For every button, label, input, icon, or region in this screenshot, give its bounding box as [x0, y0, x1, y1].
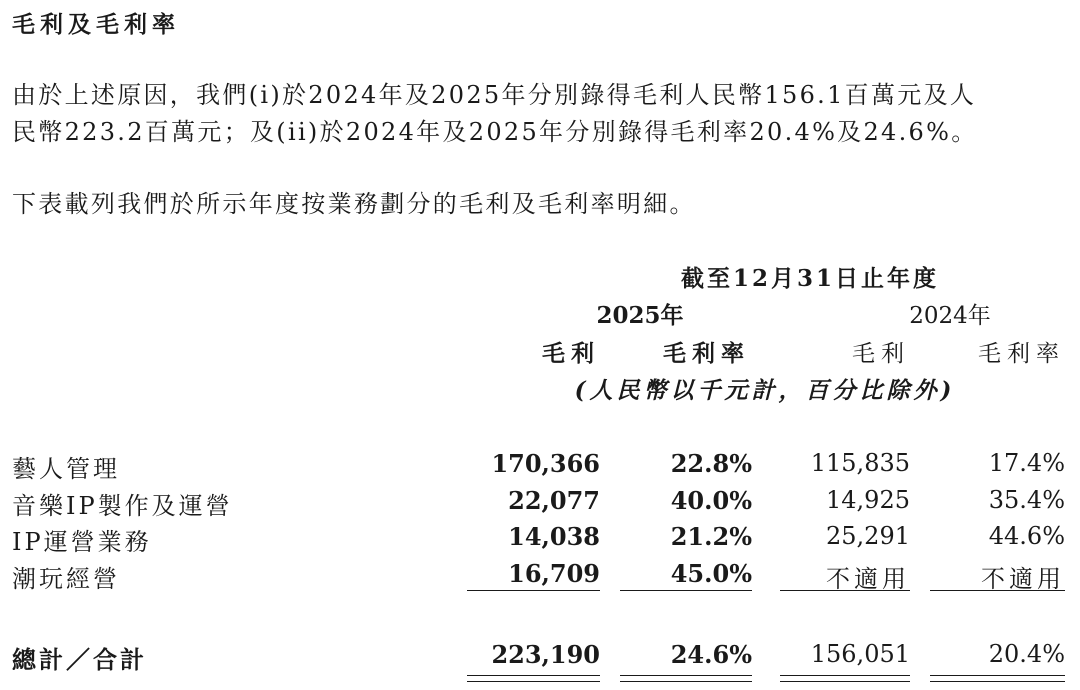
year-2025-header: 2025年 — [596, 302, 684, 329]
total-gp-2025: 223,190 — [491, 640, 600, 669]
gross-profit-2024-header: 毛利 — [852, 341, 910, 367]
total-double-rule — [930, 681, 1065, 682]
gross-margin-2024-header: 毛利率 — [978, 341, 1065, 367]
row-label-music-ip: 音樂IP製作及運營 — [12, 492, 233, 520]
subtotal-rule — [620, 590, 752, 591]
subtotal-rule — [780, 590, 910, 591]
total-double-rule — [467, 675, 600, 676]
total-gm-2024: 20.4% — [988, 640, 1065, 668]
total-gm-2025: 24.6% — [670, 640, 752, 669]
cell-gm-2024: 44.6% — [988, 522, 1065, 550]
total-double-rule — [620, 681, 752, 682]
row-label-trendy-toys: 潮玩經營 — [12, 565, 120, 593]
total-double-rule — [467, 681, 600, 682]
cell-gm-2025: 21.2% — [670, 522, 752, 551]
row-label-artist-management: 藝人管理 — [12, 455, 120, 483]
total-double-rule — [620, 675, 752, 676]
section-title: 毛利及毛利率 — [12, 11, 180, 38]
paragraph-1-line-1: 由於上述原因，我們(i)於2024年及2025年分別錄得毛利人民幣156.1百萬元及人 — [12, 81, 977, 109]
cell-gm-2025: 22.8% — [670, 449, 752, 478]
cell-gm-2024: 不適用 — [981, 565, 1065, 593]
cell-gp-2025: 14,038 — [508, 522, 600, 551]
total-double-rule — [930, 675, 1065, 676]
cell-gp-2025: 170,366 — [491, 449, 600, 478]
cell-gp-2025: 22,077 — [508, 486, 600, 515]
total-double-rule — [780, 681, 910, 682]
cell-gm-2024: 35.4% — [988, 486, 1065, 514]
subtotal-rule — [467, 590, 600, 591]
total-gp-2024: 156,051 — [810, 640, 910, 668]
row-label-ip-operations: IP運營業務 — [12, 528, 152, 556]
paragraph-2: 下表載列我們於所示年度按業務劃分的毛利及毛利率明細。 — [12, 190, 696, 218]
year-2024-header: 2024年 — [909, 303, 991, 329]
cell-gm-2024: 17.4% — [988, 449, 1065, 477]
gross-margin-2025-header: 毛利率 — [663, 340, 750, 367]
paragraph-1-line-2: 民幣223.2百萬元；及(ii)於2024年及2025年分別錄得毛利率20.4%及24.6%。 — [12, 118, 978, 146]
total-double-rule — [780, 675, 910, 676]
cell-gp-2024: 14,925 — [826, 486, 910, 514]
gross-profit-2025-header: 毛利 — [542, 340, 600, 367]
cell-gp-2024: 115,835 — [810, 449, 910, 477]
subtotal-rule — [930, 590, 1065, 591]
cell-gm-2025: 45.0% — [670, 559, 752, 588]
cell-gp-2025: 16,709 — [508, 559, 600, 588]
cell-gp-2024: 25,291 — [826, 522, 910, 550]
cell-gm-2025: 40.0% — [670, 486, 752, 515]
row-label-total: 總計／合計 — [12, 645, 147, 674]
unit-note: (人民幣以千元計，百分比除外) — [574, 377, 956, 404]
period-header: 截至12月31日止年度 — [680, 265, 939, 292]
cell-gp-2024: 不適用 — [826, 565, 910, 593]
